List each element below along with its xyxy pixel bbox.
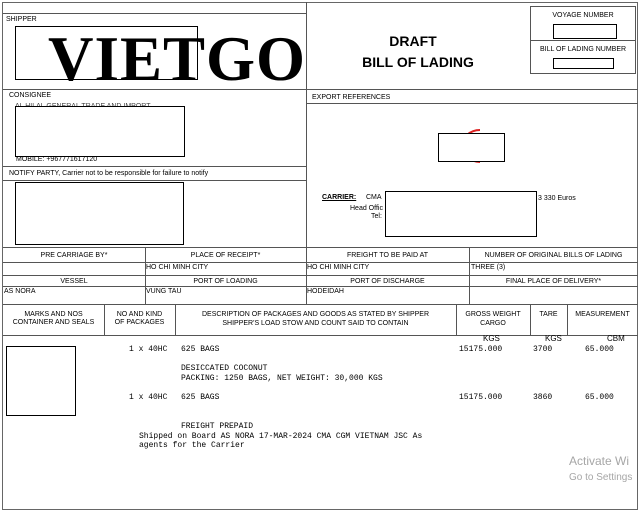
description-header: DESCRIPTION OF PACKAGES AND GOODS AS STATED BY SHIPPER — [201, 311, 430, 318]
pol-label: PORT OF LOADING — [193, 278, 258, 285]
consignee-mobile: MOBILE: +967771617120 — [16, 156, 98, 163]
carrier-tel: Tel: — [371, 213, 382, 220]
vessel-label: VESSEL — [60, 278, 88, 285]
final-delivery-label: FINAL PLACE OF DELIVERY* — [505, 278, 602, 285]
marks-header-line2: CONTAINER AND SEALS — [12, 319, 95, 326]
activate-windows-title: Activate Wi — [569, 454, 630, 468]
rule — [3, 166, 306, 167]
title-bill-of-lading: BILL OF LADING — [362, 54, 474, 70]
pod-value: HODEIDAH — [307, 288, 344, 295]
kind-header-line2: OF PACKAGES — [114, 319, 165, 326]
tare-unit: KGS — [545, 334, 562, 343]
voyage-redaction — [553, 24, 617, 39]
line1-qty: 1 x 40HC — [129, 345, 168, 354]
freight-prepaid: FREIGHT PREPAID — [181, 422, 254, 431]
line1-measure: 65.000 — [585, 345, 614, 354]
vietgo-watermark: VIETGO — [48, 24, 307, 94]
tare-header: TARE — [539, 311, 558, 318]
activate-windows-subtitle: Go to Settings — [569, 472, 633, 483]
logo-redaction — [438, 133, 505, 162]
measure-unit: CBM — [607, 334, 625, 343]
rule — [530, 304, 531, 335]
consignee-label: CONSIGNEE — [9, 92, 52, 99]
freight-label: FREIGHT TO BE PAID AT — [346, 252, 429, 259]
rule — [3, 262, 638, 263]
carrier-capital: 3 330 Euros — [538, 195, 576, 202]
pre-carriage-label: PRE CARRIAGE BY* — [40, 252, 108, 259]
goods-packing: PACKING: 1250 BAGS, NET WEIGHT: 30,000 KGS — [181, 374, 383, 383]
kind-header: NO AND KIND — [116, 311, 163, 318]
place-receipt-label: PLACE OF RECEIPT* — [190, 252, 261, 259]
consignee-redaction — [15, 106, 185, 157]
marks-redaction — [6, 346, 76, 416]
vessel-value: AS NORA — [4, 288, 36, 295]
originals-label: NUMBER OF ORIGINAL BILLS OF LADING — [484, 252, 623, 259]
voyage-label: VOYAGE NUMBER — [552, 12, 614, 19]
shipped-agents: agents for the Carrier — [139, 441, 245, 450]
rule — [3, 335, 638, 336]
gross-weight-header-line2: CARGO — [480, 320, 506, 327]
rule — [567, 304, 568, 335]
title-draft: DRAFT — [389, 33, 437, 49]
carrier-label: CARRIER: — [322, 194, 357, 201]
notify-label: NOTIFY PARTY, Carrier not to be responsible for failure to notify — [9, 170, 209, 177]
rule — [3, 286, 638, 287]
rule — [3, 247, 638, 248]
line2-tare: 3860 — [533, 393, 553, 402]
description-header-line2: SHIPPER'S LOAD STOW AND COUNT SAID TO CONTAIN — [222, 320, 409, 327]
shipper-label: SHIPPER — [6, 16, 37, 23]
rule — [306, 2, 307, 247]
line2-gross: 15175.000 — [459, 393, 503, 402]
line2-measure: 65.000 — [585, 393, 614, 402]
marks-header: MARKS AND NOS — [24, 311, 83, 318]
measurement-header: MEASUREMENT — [575, 311, 630, 318]
line1-tare: 3700 — [533, 345, 553, 354]
gross-unit: KGS — [483, 334, 500, 343]
goods-name: DESICCATED COCONUT — [181, 364, 268, 373]
pod-label: PORT OF DISCHARGE — [350, 278, 425, 285]
bl-number-label: BILL OF LADING NUMBER — [539, 46, 627, 53]
bl-number-redaction — [553, 58, 614, 69]
shipped-on-board: Shipped on Board AS NORA 17-MAR-2024 CMA CGM VIETNAM JSC As — [139, 432, 423, 441]
carrier-name: CMA — [366, 194, 382, 201]
gross-weight-header: GROSS WEIGHT — [465, 311, 521, 318]
pol-value: VUNG TAU — [146, 288, 182, 295]
export-refs-label: EXPORT REFERENCES — [312, 94, 391, 101]
line2-packages: 625 BAGS — [181, 393, 220, 402]
place-receipt-value: HO CHI MINH CITY — [146, 264, 209, 271]
notify-redaction — [15, 182, 184, 245]
line1-gross: 15175.000 — [459, 345, 503, 354]
line1-packages: 625 BAGS — [181, 345, 220, 354]
rule — [530, 40, 636, 41]
rule — [3, 180, 306, 181]
originals-value: THREE (3) — [471, 264, 506, 271]
carrier-redaction — [385, 191, 537, 237]
freight-value: HO CHI MINH CITY — [307, 264, 370, 271]
rule — [3, 304, 638, 305]
rule — [3, 275, 638, 276]
line2-qty: 1 x 40HC — [129, 393, 168, 402]
rule — [3, 13, 306, 14]
rule — [306, 103, 638, 104]
carrier-head-office: Head Offic — [350, 205, 383, 212]
